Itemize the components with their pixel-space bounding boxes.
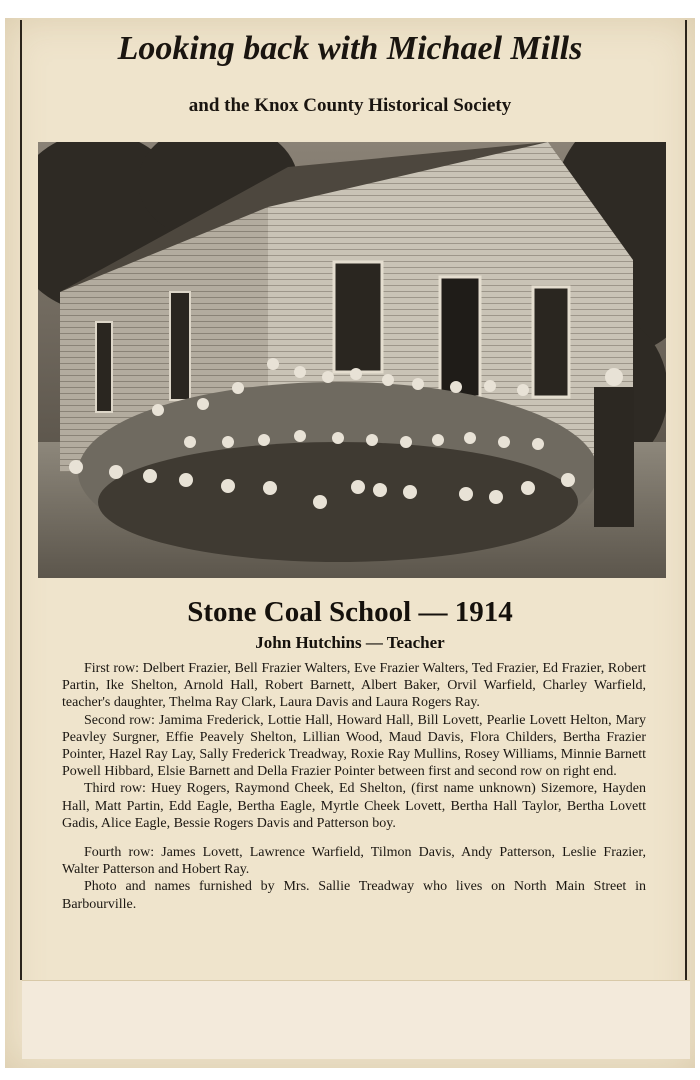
window-2 [170, 292, 190, 400]
photo-title: Stone Coal School — 1914 [187, 596, 513, 628]
window-1 [96, 322, 112, 412]
school-photo [38, 142, 666, 578]
teacher-figure [594, 368, 634, 527]
photo-credit-paragraph: Photo and names furnished by Mrs. Sallie Treadway who lives on North Main Street in Barbourville. [62, 879, 646, 912]
column-headline: Looking back with Michael Mills [117, 30, 583, 67]
clipping-backing [22, 980, 690, 1059]
caption-body [62, 660, 646, 913]
column-rule-left [20, 20, 22, 980]
fourth-row-paragraph: Fourth row: James Lovett, Lawrence Warfield, Tilmon Davis, Andy Patterson, Leslie Frazier, Walter Patterson and Hobert Ray. [62, 845, 646, 878]
column-rule-right [685, 20, 687, 980]
door [440, 277, 480, 397]
teacher-line: John Hutchins — Teacher [255, 633, 445, 652]
third-row-paragraph: Third row: Huey Rogers, Raymond Cheek, Ed Shelton, (first name unknown) Sizemore, Hayden Hall, Matt Partin, Edd Eagle, Bertha Eagle, Myrtle Cheek Lovett, Bertha Hall Taylor, Bertha Lovett Gadis, Alice Eagle, Bessie Rogers Davis and Patterson boy. [62, 781, 646, 831]
second-row-paragraph: Second row: Jamima Frederick, Lottie Hall, Howard Hall, Bill Lovett, Pearlie Lovett Helton, Mary Peavley Surgner, Effie Peavely Shelton, Lillian Wood, Maud Davis, Flora Childers, Bertha Frazier Pointer, Hazel Ray Lay, Sally Frederick Treadway, Roxie Ray Mullins, Rosey Williams, Minnie Barnett Powell Hibbard, Elsie Barnett and Della Frazier Pointer between first and second row on right end. [62, 712, 646, 780]
window-3 [334, 262, 382, 372]
first-row-paragraph: First row: Delbert Frazier, Bell Frazier Walters, Eve Frazier Walters, Ted Frazier, Ed Frazier, Robert Partin, Ike Shelton, Arnold Hall, Robert Barnett, Albert Baker, Orvil Warfield, Charley Warfield, teacher's daughter, Thelma Ray Clark, Laura Davis and Laura Rogers Ray. [62, 661, 646, 711]
window-4 [533, 287, 569, 397]
column-subheadline: and the Knox County Historical Society [188, 95, 512, 116]
